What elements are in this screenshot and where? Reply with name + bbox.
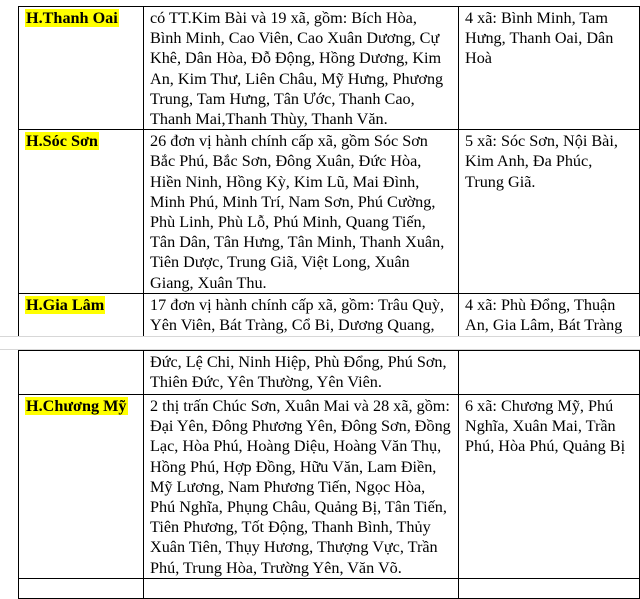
district-cell bbox=[19, 351, 144, 395]
page-break-line bbox=[0, 336, 640, 337]
district-name bbox=[25, 353, 27, 371]
communes-cell: 26 đơn vị hành chính cấp xã, gồm Sóc Sơn Bắc Phú, Bắc Sơn, Đông Xuân, Đức Hòa, Hiền Ninh, Hồng Kỳ, Kim Lũ, Mai Đình, Minh Phú, Minh Trí, Nam Sơn, Phú Cường, Phù Linh, Phù Lỗ, Phú Minh, Quang Tiến, Tân Dân, Tân Hưng, Tân Minh, Thanh Xuân, Tiên Dược, Trung Giã, Việt Long, Xuân Giang, Xuân Thu. bbox=[144, 130, 459, 294]
communes-cell: có TT.Kim Bài và 19 xã, gồm: Bích Hòa, Bình Minh, Cao Viên, Cao Xuân Dương, Cự Khê, Dân Hòa, Đỗ Động, Hồng Dương, Kim An, Kim Thư, Liên Châu, Mỹ Hưng, Phương Trung, Tam Hưng, Tân Ước, Thanh Cao, Thanh Mai,Thanh Thùy, Thanh Văn. bbox=[144, 7, 459, 130]
district-cell bbox=[19, 395, 144, 579]
selected-communes-cell bbox=[459, 579, 640, 599]
table-row bbox=[19, 7, 640, 130]
page-break bbox=[0, 336, 640, 350]
selected-communes-cell: 4 xã: Phù Đổng, Thuận An, Gia Lâm, Bát Tràng bbox=[459, 293, 640, 356]
district-table-page-2 bbox=[18, 350, 640, 599]
communes-cell: 17 đơn vị hành chính cấp xã, gồm: Trâu Quỳ, Yên Viên, Bát Tràng, Cổ Bi, Dương Quang, bbox=[144, 293, 459, 356]
district-cell bbox=[19, 130, 144, 294]
district-cell bbox=[19, 579, 144, 599]
table-row bbox=[19, 395, 640, 579]
communes-cell bbox=[144, 579, 459, 599]
district-name: H.Sóc Sơn bbox=[26, 132, 98, 151]
table-row bbox=[19, 351, 640, 395]
selected-communes-cell: 4 xã: Bình Minh, Tam Hưng, Thanh Oai, Dân Hoà bbox=[459, 7, 640, 130]
selected-communes-cell: 5 xã: Sóc Sơn, Nội Bài, Kim Anh, Đa Phúc, Trung Giã. bbox=[459, 130, 640, 294]
district-table-page-1 bbox=[18, 6, 640, 356]
communes-cell: Đức, Lệ Chi, Ninh Hiệp, Phù Đổng, Phú Sơn, Thiên Đức, Yên Thường, Yên Viên. bbox=[144, 351, 459, 395]
district-name: H.Thanh Oai bbox=[26, 9, 118, 27]
selected-communes-cell bbox=[459, 351, 640, 395]
table-row bbox=[19, 579, 640, 599]
page-2 bbox=[0, 350, 640, 587]
table-row bbox=[19, 130, 640, 294]
district-name: H.Chương Mỹ bbox=[26, 397, 127, 415]
selected-communes-cell: 6 xã: Chương Mỹ, Phú Nghĩa, Xuân Mai, Trần Phú, Hòa Phú, Quảng Bị bbox=[459, 395, 640, 579]
communes-cell: 2 thị trấn Chúc Sơn, Xuân Mai và 28 xã, gồm: Đại Yên, Đông Phương Yên, Đông Sơn, Đồng Lạc, Hòa Phú, Hoàng Diệu, Hoàng Văn Thụ, Hồng Phú, Hợp Đồng, Hữu Văn, Lam Điền, Mỹ Lương, Nam Phương Tiến, Ngọc Hòa, Phú Nghĩa, Phụng Châu, Quảng Bị, Tân Tiến, Tiên Phương, Tốt Động, Thanh Bình, Thủy Xuân Tiên, Thụy Hương, Thượng Vực, Trần Phú, Trung Hòa, Trường Yên, Văn Võ. bbox=[144, 395, 459, 579]
district-name: H.Gia Lâm bbox=[26, 295, 105, 314]
district-cell bbox=[19, 7, 144, 130]
